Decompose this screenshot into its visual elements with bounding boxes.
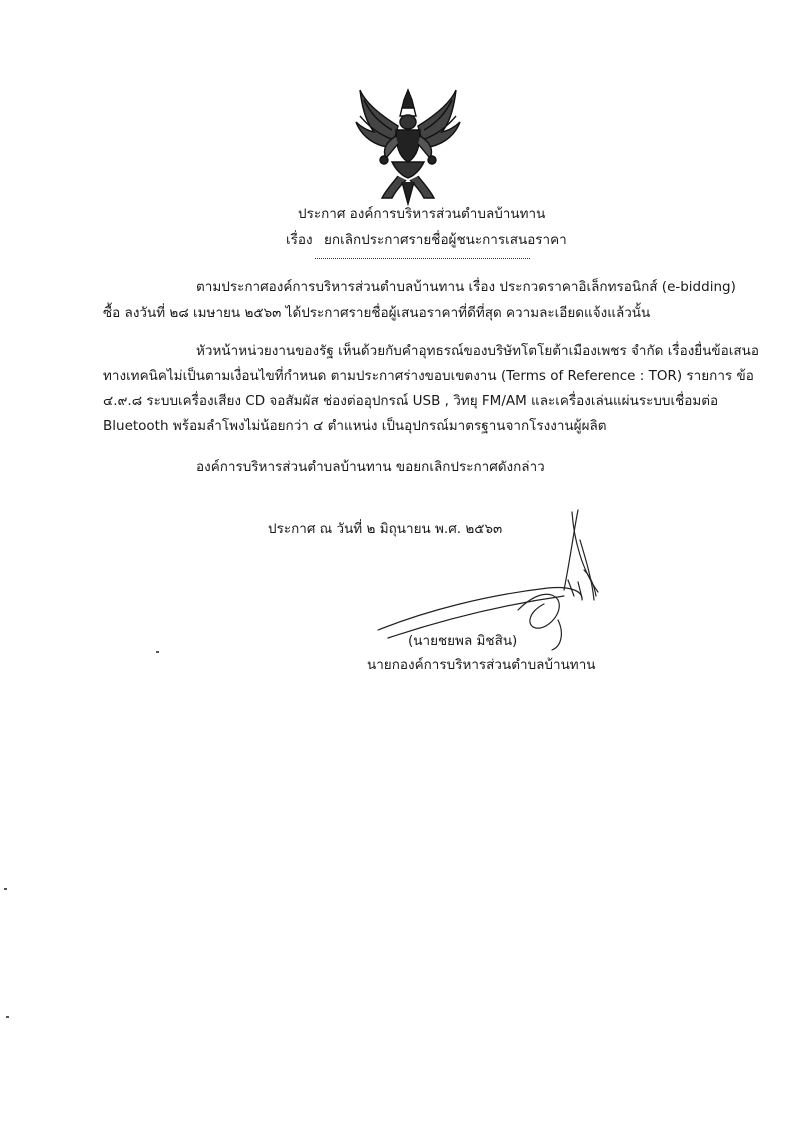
scan-speck	[156, 651, 159, 653]
subject-label: เรื่อง	[286, 232, 313, 248]
announcement-date: ประกาศ ณ วันที่ ๒ มิถุนายน พ.ศ. ๒๕๖๓	[268, 521, 503, 537]
subject-text: ยกเลิกประกาศรายชื่อผู้ชนะการเสนอราคา	[324, 232, 567, 248]
paragraph-2-line-4: Bluetooth พร้อมลำโพงไม่น้อยกว่า ๔ ตำแหน่ง เป็นอุปกรณ์มาตรฐานจากโรงงานผู้ผลิต	[103, 418, 607, 434]
dotted-divider	[315, 258, 530, 259]
signer-name: (นายชยพล มิชสิน)	[408, 633, 518, 649]
paragraph-2-line-1: หัวหน้าหน่วยงานของรัฐ เห็นด้วยกับคำอุทธรณ์ของบริษัทโตโยต้าเมืองเพชร จำกัด เรื่องยื่นข้อเสนอ	[196, 343, 759, 359]
paragraph-1-line-2: ซื้อ ลงวันที่ ๒๘ เมษายน ๒๕๖๓ ได้ประกาศรายชื่อผู้เสนอราคาที่ดีที่สุด ความละเอียดแจ้งแล้วนั้น	[103, 305, 651, 321]
paragraph-3: องค์การบริหารส่วนตำบลบ้านทาน ขอยกเลิกประกาศดังกล่าว	[196, 459, 545, 475]
paragraph-1-line-1: ตามประกาศองค์การบริหารส่วนตำบลบ้านทาน เรื่อง ประกวดราคาอิเล็กทรอนิกส์ (e-bidding)	[196, 279, 736, 295]
paragraph-2-line-2: ทางเทคนิคไม่เป็นตามเงื่อนไขที่กำหนด ตามประกาศร่างขอบเขตงาน (Terms of Reference : TOR) รายการ ข้อ	[103, 368, 754, 384]
scan-speck	[4, 888, 7, 890]
announcement-title: ประกาศ องค์การบริหารส่วนตำบลบ้านทาน	[298, 206, 546, 222]
scan-speck	[6, 1016, 9, 1018]
signer-position: นายกองค์การบริหารส่วนตำบลบ้านทาน	[367, 657, 596, 673]
paragraph-2-line-3: ๔.๙.๘ ระบบเครื่องเสียง CD จอสัมผัส ช่องต่ออุปกรณ์ USB , วิทยุ FM/AM และเครื่องเล่นแผ่นระบบเชื่อมต่อ	[103, 393, 719, 409]
garuda-emblem-icon	[352, 86, 464, 206]
